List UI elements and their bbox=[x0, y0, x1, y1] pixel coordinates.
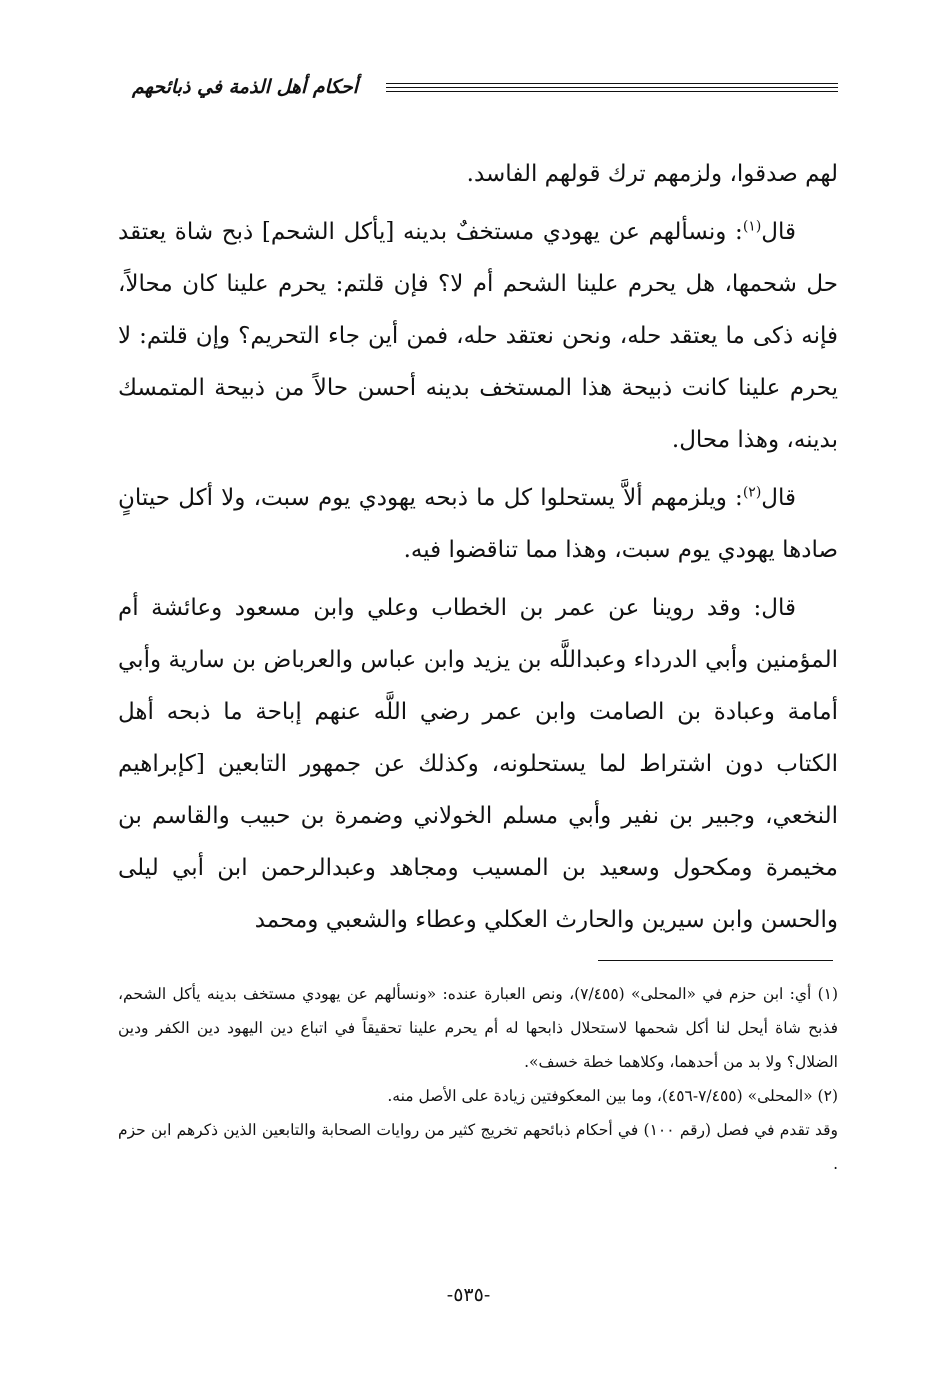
paragraph bbox=[118, 582, 838, 946]
paragraph-text: لهم صدقوا، ولزمهم ترك قولهم الفاسد. bbox=[466, 161, 838, 187]
page-number: -٥٣٥- bbox=[446, 1284, 491, 1306]
main-text bbox=[118, 148, 838, 946]
paragraph-text: قال: وقد روينا عن عمر بن الخطاب وعلي وابن مسعود وعائشة أم المؤمنين وأبي الدرداء وعبداللَّه بن يزيد وابن عباس والعرباض بن سارية وأبي أمامة وعبادة بن الصامت وابن عمر رضي اللَّه عنهم إباحة ما ذبحه أهل الكتاب دون اشتراط لما يستحلونه، وكذلك عن جمهور التابعين [كإبراهيم النخعي، وجبير بن نفير وأبي مسلم الخولاني وضمرة بن حبيب والقاسم بن مخيمرة ومكحول وسعيد بن المسيب ومجاهد وعبدالرحمن ابن أبي ليلى والحسن وابن سيرين والحارث العكلي وعطاء والشعبي ومحمد bbox=[118, 595, 838, 933]
paragraph bbox=[118, 472, 838, 576]
footnote-divider bbox=[598, 960, 833, 961]
header-rule bbox=[386, 87, 838, 88]
running-header bbox=[118, 72, 838, 102]
footnote: (١) أي: ابن حزم في «المحلى» (٧/٤٥٥)، ونص العبارة عنده: «ونسألهم عن يهودي مستخف بدينه يأكل الشحم، فذبح شاة أيحل لنا أكل شحمها لاستحلال ذابحها له أم يحرم علينا تحقيقاً في اتباع دين اليهود دين الكفر ودين الضلال؟ ولا بد من أحدهما، وكلاهما خطة خسف». bbox=[118, 985, 839, 1071]
paragraph-text: : ويلزمهم ألاَّ يستحلوا كل ما ذبحه يهودي يوم سبت، ولا أكل حيتانٍ صادها يهودي يوم سبت، وهذا مما تناقضوا فيه. bbox=[118, 485, 838, 563]
footnote-reference[interactable]: (٢) bbox=[742, 484, 762, 501]
paragraph bbox=[118, 206, 838, 466]
header-rule bbox=[386, 83, 838, 84]
paragraph-lead: قال bbox=[761, 219, 796, 245]
paragraph-lead: قال bbox=[761, 485, 796, 511]
footnote: وقد تقدم في فصل (رقم ١٠٠) في أحكام ذبائحهم تخريج كثير من روايات الصحابة والتابعين الذين ذكرهم ابن حزم . bbox=[118, 1121, 838, 1173]
paragraph bbox=[118, 148, 838, 200]
footnote-reference[interactable]: (١) bbox=[742, 218, 762, 235]
footnotes bbox=[118, 977, 838, 1181]
footnote: (٢) «المحلى» (٧/٤٥٥-٤٥٦)، وما بين المعكوفتين زيادة على الأصل منه. bbox=[387, 1087, 838, 1105]
paragraph-text: : ونسألهم عن يهودي مستخفٌ بدينه [يأكل الشحم] ذبح شاة يعتقد حل شحمها، هل يحرم علينا الشحم أم لا؟ فإن قلتم: يحرم علينا كان محالاً، فإنه ذكى ما يعتقد حله، ونحن نعتقد حله، فمن أين جاء التحريم؟ وإن قلتم: لا يحرم علينا كانت ذبيحة هذا المستخف بدينه أحسن حالاً من ذبيحة المتمسك بدينه، وهذا محال. bbox=[118, 219, 838, 453]
book-title: أحكام أهل الذمة في ذبائحهم bbox=[131, 76, 358, 98]
header-rule bbox=[386, 91, 838, 92]
